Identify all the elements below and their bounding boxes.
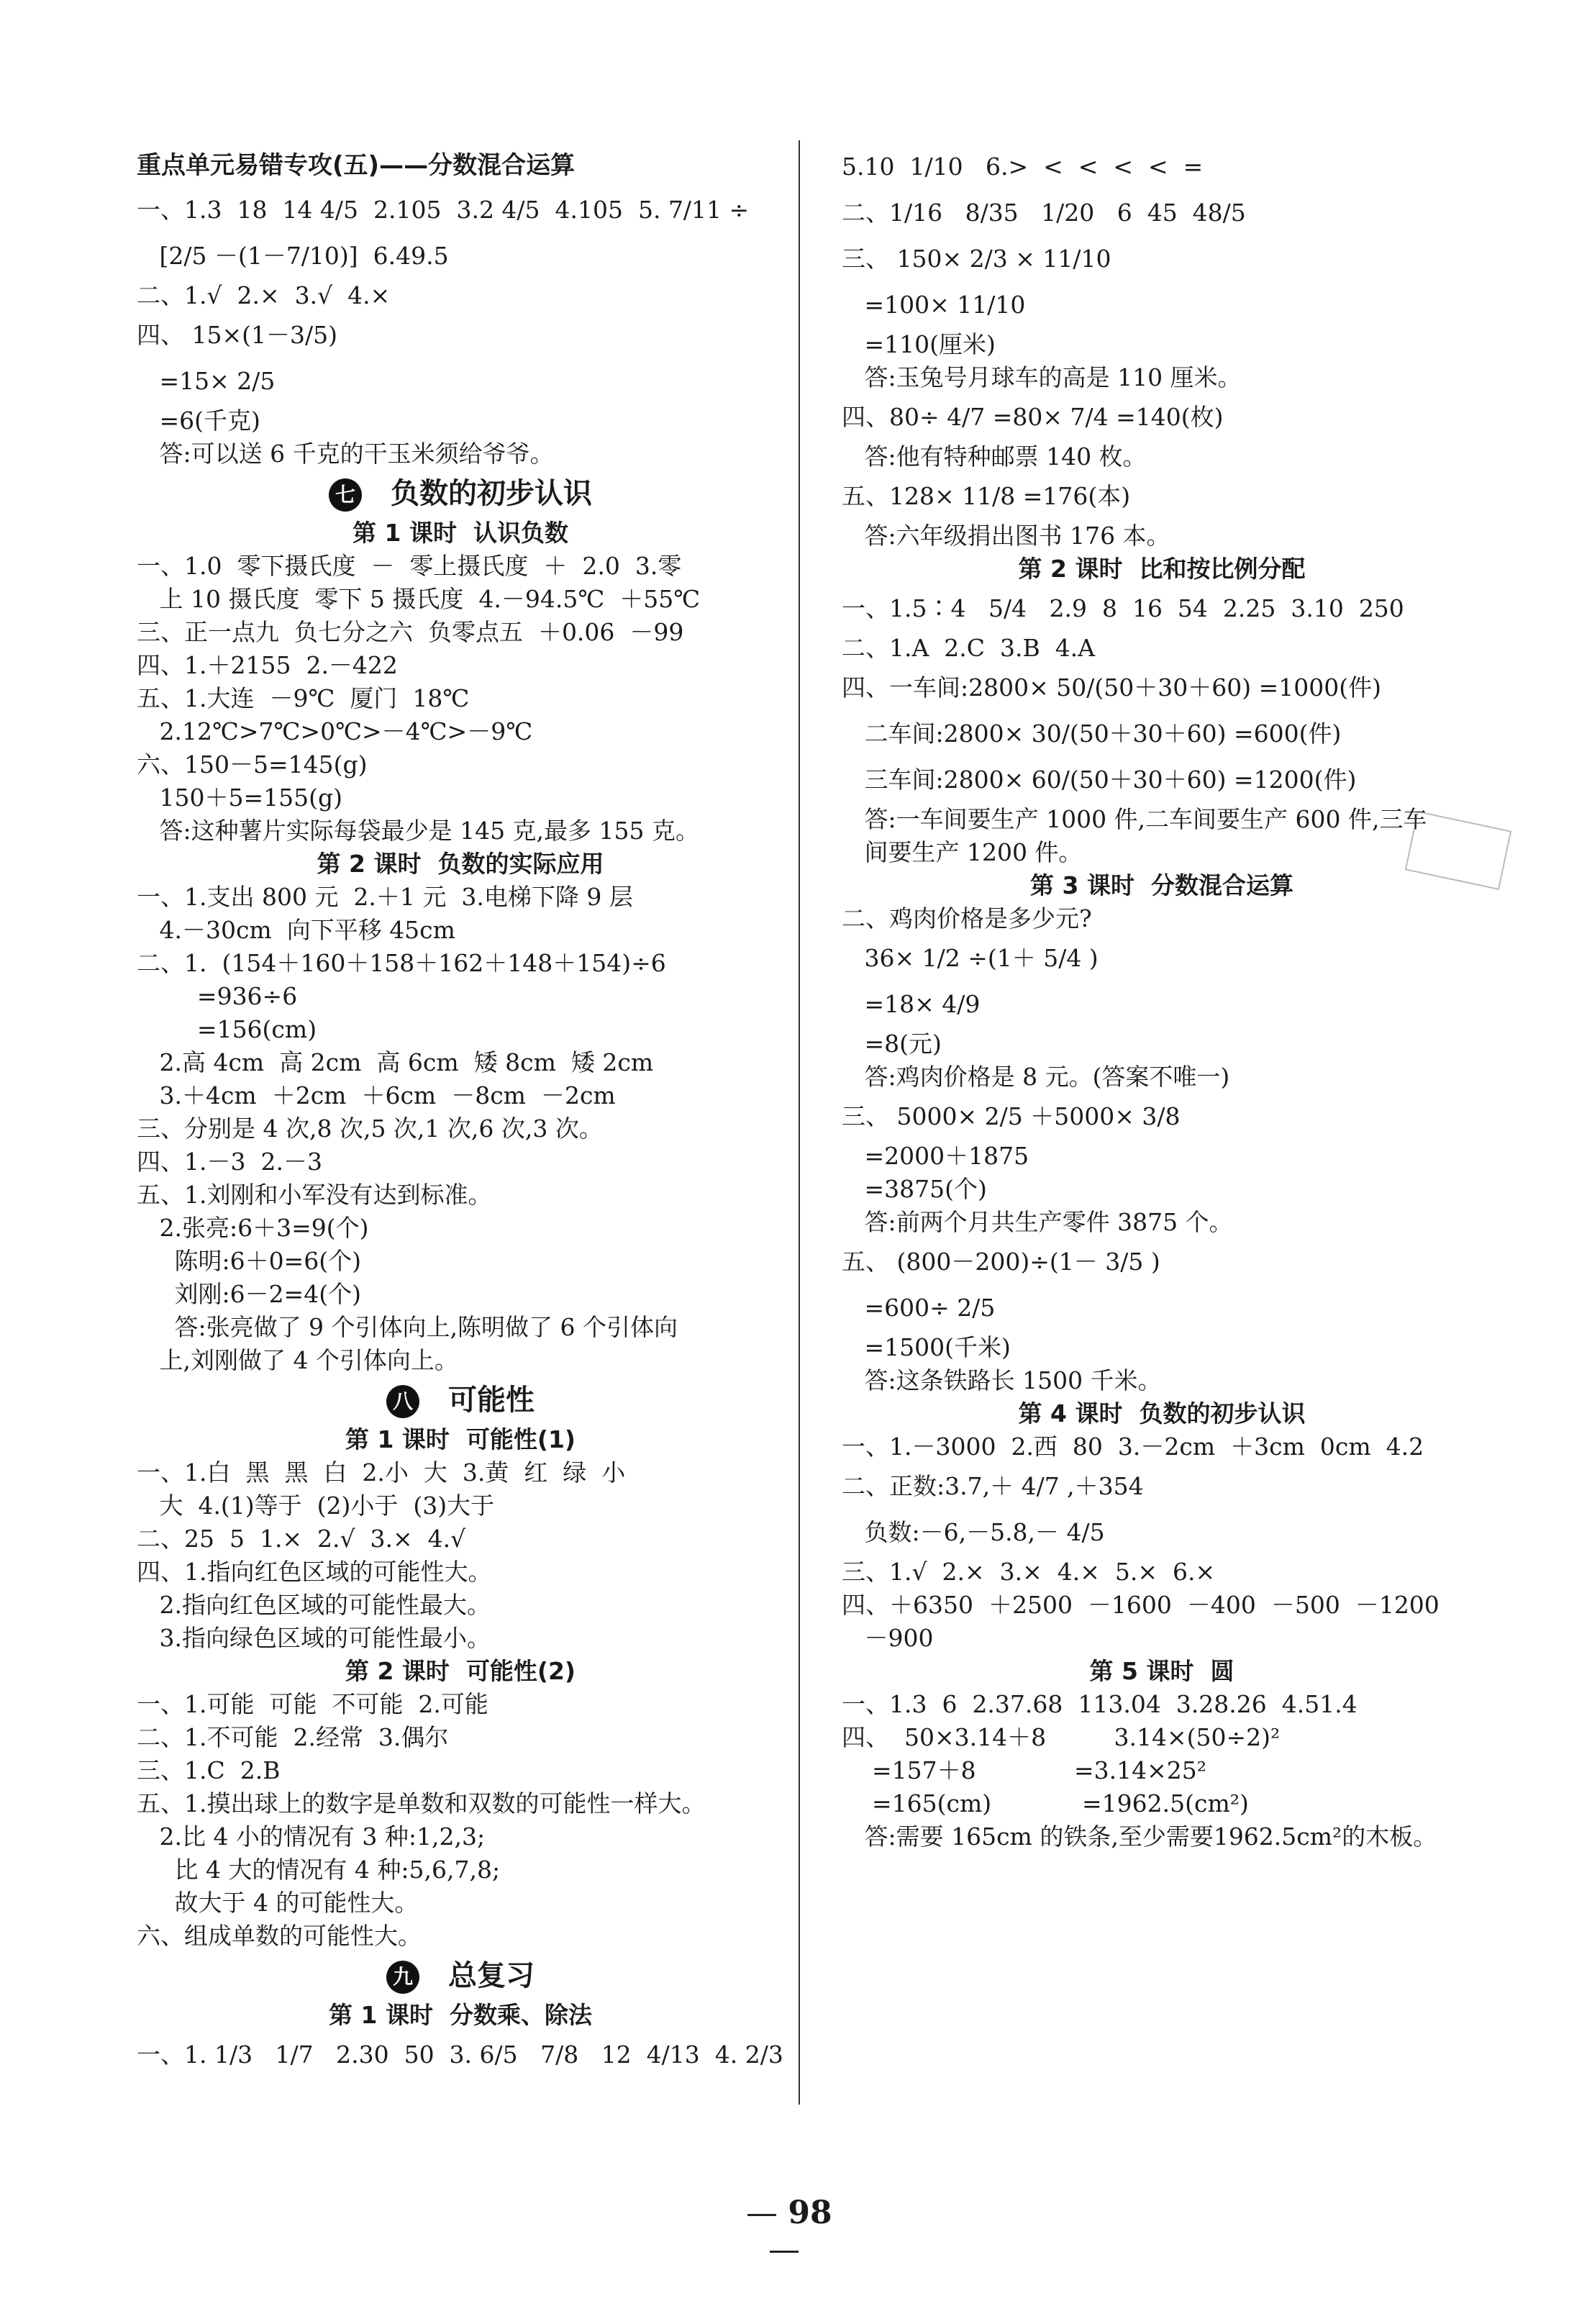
- line-text: 三、1.√ 2.× 3.× 4.× 5.× 6.×: [842, 1558, 1216, 1586]
- page-number: 98: [719, 2194, 849, 2268]
- answer-line: [137, 312, 784, 358]
- line-text: =600÷ 2/5: [842, 1294, 996, 1322]
- answer-line: [137, 682, 784, 715]
- answer-line: [842, 711, 1482, 757]
- answer-line: [842, 519, 1482, 553]
- section-title: [137, 144, 784, 187]
- line-text: 三、分别是 4 次,8 次,5 次,1 次,6 次,3 次。: [137, 1115, 603, 1143]
- line-text: 一、1.－3000 2.西 80 3.－2cm ＋3cm 0cm 4.2: [842, 1433, 1424, 1461]
- line-text: 负数:－6,－5.8,－ 4/5: [842, 1518, 1105, 1546]
- line-text: 二车间:2800× 30/(50＋30＋60) =600(件): [842, 720, 1342, 748]
- lesson-heading: [842, 1397, 1482, 1430]
- line-text: 故大于 4 的可能性大。: [137, 1889, 419, 1917]
- line-text: 150＋5=155(g): [137, 784, 342, 812]
- answer-line: [137, 1344, 784, 1377]
- line-text: 四、 15×(1－3/5): [137, 321, 337, 349]
- line-text: 五、128× 11/8 =176(本): [842, 482, 1131, 510]
- answer-line: [137, 1245, 784, 1278]
- line-text: 四、80÷ 4/7 =80× 7/4 =140(枚): [842, 403, 1224, 431]
- line-text: 4.－30cm 向下平移 45cm: [137, 916, 455, 944]
- answer-line: [137, 748, 784, 781]
- chapter-number-badge: 八: [386, 1385, 419, 1418]
- answer-line: [137, 1589, 784, 1622]
- lesson-heading: [137, 517, 784, 550]
- chapter-heading: [137, 471, 784, 517]
- answer-line: [842, 328, 1482, 361]
- answer-line: [842, 803, 1482, 836]
- line-text: 第 5 课时 圆: [1089, 1657, 1234, 1685]
- line-text: 四、 50×3.14＋8 3.14×(50÷2)²: [842, 1723, 1281, 1751]
- answer-line: [842, 282, 1482, 328]
- line-text: 五、1.摸出球上的数字是单数和双数的可能性一样大。: [137, 1789, 706, 1817]
- line-text: 答:玉兔号月球车的高是 110 厘米。: [842, 363, 1242, 391]
- lesson-heading: [842, 869, 1482, 902]
- answer-line: [842, 394, 1482, 440]
- line-text: 第 1 课时 认识负数: [353, 519, 568, 547]
- lesson-heading: [842, 1655, 1482, 1688]
- line-text: －900: [842, 1624, 934, 1652]
- left-column: [137, 144, 784, 2078]
- line-text: 三、 5000× 2/5 ＋5000× 3/8: [842, 1102, 1181, 1130]
- line-text: 答:一车间要生产 1000 件,二车间要生产 600 件,三车: [842, 805, 1427, 833]
- answer-line: [842, 1239, 1482, 1285]
- answer-line: [137, 1079, 784, 1112]
- line-text: 答:这条铁路长 1500 千米。: [842, 1366, 1162, 1394]
- line-text: =8(元): [842, 1030, 942, 1058]
- answer-line: [137, 1887, 784, 1920]
- answer-line: [842, 1820, 1482, 1853]
- line-text: 答:六年级捐出图书 176 本。: [842, 522, 1170, 550]
- answer-line: [842, 1285, 1482, 1331]
- answer-line: [842, 236, 1482, 282]
- line-text: 2.比 4 小的情况有 3 种:1,2,3;: [137, 1823, 486, 1851]
- chapter-number-badge: 九: [386, 1961, 419, 1994]
- line-text: =110(厘米): [842, 330, 996, 358]
- answer-line: [137, 1112, 784, 1145]
- answer-line: [842, 757, 1482, 803]
- line-text: 二、1/16 8/35 1/20 6 45 48/5: [842, 199, 1246, 227]
- line-text: 六、150－5=145(g): [137, 750, 368, 779]
- line-text: 第 2 课时 可能性(2): [345, 1657, 576, 1685]
- line-text: 一、1.3 18 14 4/5 2.105 3.2 4/5 4.105 5. 7/11 ÷: [137, 196, 750, 224]
- answer-line: [137, 1522, 784, 1556]
- line-text: 一、1.支出 800 元 2.＋1 元 3.电梯下降 9 层: [137, 883, 633, 911]
- answer-line: [137, 358, 784, 404]
- answer-line: [137, 279, 784, 312]
- answer-line: [842, 1589, 1482, 1622]
- line-text: 第 2 课时 比和按比例分配: [1018, 555, 1306, 583]
- answer-line: [842, 1206, 1482, 1239]
- line-text: 答:这种薯片实际每袋最少是 145 克,最多 155 克。: [137, 817, 700, 845]
- answer-line: [842, 440, 1482, 473]
- line-text: 一、1.3 6 2.37.68 113.04 3.28.26 4.51.4: [842, 1690, 1357, 1718]
- answer-line: [137, 233, 784, 279]
- answer-line: [137, 1787, 784, 1820]
- line-text: 三车间:2800× 60/(50＋30＋60) =1200(件): [842, 766, 1357, 794]
- line-text: 一、1.5∶4 5/4 2.9 8 16 54 2.25 3.10 250: [842, 594, 1404, 622]
- answer-line: [842, 1721, 1482, 1754]
- answer-line: [842, 1510, 1482, 1556]
- line-text: 四、＋6350 ＋2500 －1600 －400 －500 －1200: [842, 1591, 1440, 1619]
- line-text: =100× 11/10: [842, 291, 1026, 319]
- line-text: 一、1.可能 可能 不可能 2.可能: [137, 1690, 488, 1718]
- line-text: 二、1.不可能 2.经常 3.偶尔: [137, 1723, 449, 1751]
- line-text: 五、1.大连 －9℃ 厦门 18℃: [137, 684, 470, 712]
- answer-line: [137, 715, 784, 748]
- line-text: 间要生产 1200 件。: [842, 838, 1083, 866]
- answer-line: [842, 1430, 1482, 1463]
- answer-line: [842, 190, 1482, 236]
- line-text: 三、正一点九 负七分之六 负零点五 ＋0.06 －99: [137, 618, 684, 646]
- answer-line: [842, 836, 1482, 869]
- line-text: 大 4.(1)等于 (2)小于 (3)大于: [137, 1492, 495, 1520]
- answer-line: [137, 1179, 784, 1212]
- chapter-heading: [137, 1377, 784, 1423]
- answer-line: [137, 1278, 784, 1311]
- answer-line: [842, 1556, 1482, 1589]
- line-text: =165(cm) =1962.5(cm²): [842, 1789, 1249, 1817]
- line-text: 可能性: [448, 1384, 535, 1417]
- answer-line: [842, 665, 1482, 711]
- line-text: 比 4 大的情况有 4 种:5,6,7,8;: [137, 1856, 501, 1884]
- answer-line: [137, 1754, 784, 1787]
- line-text: 5.10 1/10 6.> < < < < =: [842, 153, 1204, 181]
- answer-line: [842, 1688, 1482, 1721]
- line-text: 重点单元易错专攻(五)——分数混合运算: [137, 151, 576, 180]
- right-column: [842, 144, 1482, 1853]
- answer-line: [842, 1787, 1482, 1820]
- line-text: 2.12℃>7℃>0℃>－4℃>－9℃: [137, 717, 533, 745]
- line-text: 二、正数:3.7,＋ 4/7 ,＋354: [842, 1472, 1144, 1500]
- line-text: 答:需要 165cm 的铁条,至少需要1962.5cm²的木板。: [842, 1823, 1437, 1851]
- answer-line: [842, 144, 1482, 190]
- answer-line: [842, 902, 1482, 935]
- line-text: 第 4 课时 负数的初步认识: [1018, 1399, 1306, 1427]
- line-text: 二、1.A 2.C 3.B 4.A: [842, 634, 1096, 662]
- line-text: 第 1 课时 分数乘、除法: [329, 2001, 592, 2029]
- line-text: 答:可以送 6 千克的干玉米须给爷爷。: [137, 440, 554, 468]
- line-text: =157＋8 =3.14×25²: [842, 1756, 1206, 1784]
- lesson-heading: [137, 848, 784, 881]
- column-divider: [799, 140, 800, 2105]
- line-text: 负数的初步认识: [391, 477, 592, 510]
- answer-line: [137, 1311, 784, 1344]
- answer-line: [842, 1331, 1482, 1364]
- answer-line: [842, 1027, 1482, 1061]
- answer-line: [842, 935, 1482, 981]
- lesson-heading: [137, 1423, 784, 1456]
- line-text: 第 2 课时 负数的实际应用: [317, 850, 604, 878]
- answer-line: [137, 1489, 784, 1522]
- line-text: [2/5 －(1－7/10)] 6.49.5: [137, 242, 449, 270]
- answer-line: [137, 187, 784, 233]
- line-text: 答:鸡肉价格是 8 元。(答案不唯一): [842, 1063, 1230, 1091]
- line-text: 第 1 课时 可能性(1): [345, 1425, 576, 1453]
- answer-line: [137, 881, 784, 914]
- line-text: =18× 4/9: [842, 990, 981, 1018]
- answer-line: [842, 632, 1482, 665]
- line-text: 第 3 课时 分数混合运算: [1030, 871, 1293, 899]
- line-text: 36× 1/2 ÷(1＋ 5/4 ): [842, 944, 1099, 972]
- chapter-heading: [137, 1953, 784, 1999]
- answer-line: [137, 1556, 784, 1589]
- line-text: =936÷6: [137, 982, 298, 1010]
- line-text: 二、25 5 1.× 2.√ 3.× 4.√: [137, 1525, 466, 1553]
- line-text: 一、1. 1/3 1/7 2.30 50 3. 6/5 7/8 12 4/13 4. 2/3: [137, 2041, 783, 2069]
- line-text: 一、1.0 零下摄氏度 － 零上摄氏度 ＋ 2.0 3.零: [137, 552, 682, 580]
- line-text: 2.高 4cm 高 2cm 高 6cm 矮 8cm 矮 2cm: [137, 1048, 654, 1076]
- answer-line: [137, 914, 784, 947]
- line-text: 一、1.白 黑 黑 白 2.小 大 3.黄 红 绿 小: [137, 1458, 626, 1486]
- answer-line: [137, 2032, 784, 2078]
- answer-line: [842, 1754, 1482, 1787]
- answer-line: [842, 1140, 1482, 1173]
- answer-line: [842, 1364, 1482, 1397]
- answer-line: [137, 437, 784, 471]
- answer-line: [842, 361, 1482, 394]
- line-text: 上,刘刚做了 4 个引体向上。: [137, 1346, 458, 1374]
- answer-line: [137, 583, 784, 616]
- lesson-heading: [137, 1655, 784, 1688]
- line-text: 答:张亮做了 9 个引体向上,陈明做了 6 个引体向: [137, 1313, 678, 1341]
- answer-line: [842, 1463, 1482, 1510]
- answer-line: [842, 1173, 1482, 1206]
- answer-line: [137, 781, 784, 814]
- line-text: =2000＋1875: [842, 1142, 1029, 1170]
- answer-line: [137, 649, 784, 682]
- line-text: 刘刚:6－2=4(个): [137, 1280, 361, 1308]
- line-text: 四、1.指向红色区域的可能性大。: [137, 1558, 492, 1586]
- line-text: 三、1.C 2.B: [137, 1756, 281, 1784]
- lesson-heading: [137, 1999, 784, 2032]
- answer-line: [137, 1820, 784, 1853]
- line-text: 四、1.－3 2.－3: [137, 1148, 322, 1176]
- line-text: 二、1.√ 2.× 3.√ 4.×: [137, 281, 391, 309]
- answer-line: [842, 586, 1482, 632]
- answer-line: [137, 550, 784, 583]
- answer-line: [137, 1622, 784, 1655]
- answer-line: [842, 1622, 1482, 1655]
- answer-line: [137, 814, 784, 848]
- answer-line: [842, 1061, 1482, 1094]
- answer-line: [137, 1013, 784, 1046]
- line-text: 二、鸡肉价格是多少元?: [842, 904, 1092, 932]
- line-text: 陈明:6＋0=6(个): [137, 1247, 361, 1275]
- answer-line: [137, 1920, 784, 1953]
- line-text: =156(cm): [137, 1015, 317, 1043]
- answer-line: [137, 1853, 784, 1887]
- answer-line: [137, 1456, 784, 1489]
- answer-line: [137, 404, 784, 437]
- line-text: =1500(千米): [842, 1333, 1011, 1361]
- line-text: 四、一车间:2800× 50/(50＋30＋60) =1000(件): [842, 673, 1381, 702]
- line-text: 六、组成单数的可能性大。: [137, 1922, 422, 1950]
- line-text: 二、1. (154＋160＋158＋162＋148＋154)÷6: [137, 949, 666, 977]
- answer-line: [137, 1721, 784, 1754]
- answer-line: [137, 1145, 784, 1179]
- chapter-number-badge: 七: [329, 478, 362, 512]
- line-text: 三、 150× 2/3 × 11/10: [842, 245, 1111, 273]
- line-text: 答:前两个月共生产零件 3875 个。: [842, 1208, 1233, 1236]
- line-text: 3.指向绿色区域的可能性最小。: [137, 1624, 491, 1652]
- answer-line: [137, 616, 784, 649]
- line-text: 四、1.＋2155 2.－422: [137, 651, 398, 679]
- line-text: 2.张亮:6＋3=9(个): [137, 1214, 369, 1242]
- answer-line: [137, 1688, 784, 1721]
- line-text: =3875(个): [842, 1175, 987, 1203]
- line-text: 2.指向红色区域的可能性最大。: [137, 1591, 491, 1619]
- answer-line: [137, 947, 784, 980]
- line-text: 上 10 摄氏度 零下 5 摄氏度 4.－94.5℃ ＋55℃: [137, 585, 701, 613]
- line-text: 总复习: [448, 1959, 535, 1992]
- line-text: 五、1.刘刚和小军没有达到标准。: [137, 1181, 492, 1209]
- line-text: 五、 (800－200)÷(1－ 3/5 ): [842, 1248, 1160, 1276]
- lesson-heading: [842, 553, 1482, 586]
- line-text: =6(千克): [137, 407, 260, 435]
- answer-line: [842, 473, 1482, 519]
- line-text: =15× 2/5: [137, 367, 276, 395]
- answer-line: [137, 980, 784, 1013]
- answer-line: [842, 981, 1482, 1027]
- answer-line: [137, 1212, 784, 1245]
- line-text: 答:他有特种邮票 140 枚。: [842, 442, 1147, 471]
- answer-line: [137, 1046, 784, 1079]
- answer-line: [842, 1094, 1482, 1140]
- line-text: 3.＋4cm ＋2cm ＋6cm －8cm －2cm: [137, 1081, 616, 1109]
